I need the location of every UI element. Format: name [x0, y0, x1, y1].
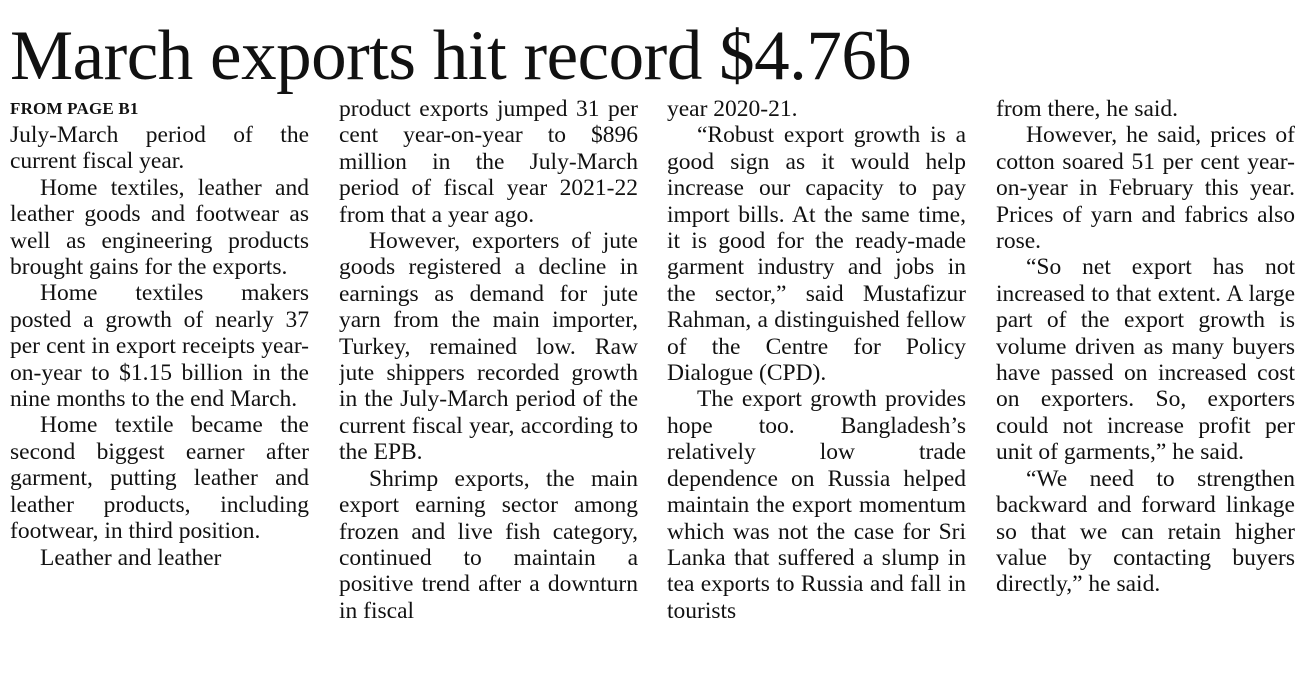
- headline: March exports hit record $4.76b: [10, 17, 912, 95]
- continuation-kicker: FROM PAGE B1: [10, 99, 139, 118]
- paragraph: year 2020-21.: [667, 96, 798, 122]
- paragraph: Leather and leather: [40, 544, 222, 571]
- paragraph: from there, he said.: [996, 96, 1179, 122]
- paragraph: However, exporters of jute goods registered a decline in earnings as demand for jute yarn from the main importer, Turkey, remained low. Raw jute shippers recorded growth in the July-March period of the current fiscal year, according to the EPB.: [339, 228, 638, 466]
- paragraph: Home textiles makers posted a growth of nearly 37 per cent in export receipts year-on-year to $1.15 billion in the nine months to the end March.: [10, 280, 309, 413]
- paragraph: Shrimp exports, the main export earning sector among frozen and live fish category, continued to maintain a positive trend after a downturn in fiscal: [339, 465, 638, 624]
- paragraph: product exports jumped 31 per cent year-on-year to $896 million in the July-March period of fiscal year 2021-22 from that a year ago.: [339, 96, 638, 228]
- article-column-3: [667, 96, 966, 686]
- paragraph: “Robust export growth is a good sign as it would help increase our capacity to pay import bills. At the same time, it is good for the ready-made garment industry and jobs in the sector,” said Mustafizur Rahman, a distinguished fellow of the Centre for Policy Dialogue (CPD).: [667, 122, 966, 387]
- article-column-4: [996, 96, 1295, 686]
- article-column-2: [339, 96, 638, 686]
- article-body: [10, 96, 1296, 686]
- paragraph: Home textile became the second biggest earner after garment, putting leather and leather products, including footwear, in third position.: [10, 412, 309, 545]
- paragraph: “So net export has not increased to that extent. A large part of the export growth is volume driven as many buyers have passed on increased cost on exporters. So, exporters could not increase profit per unit of garments,” he said.: [996, 254, 1295, 466]
- paragraph: “We need to strengthen backward and forward linkage so that we can retain higher value by contacting buyers directly,” he said.: [996, 465, 1295, 598]
- paragraph: Home textiles, leather and leather goods and footwear as well as engineering products brought gains for the exports.: [10, 174, 309, 281]
- paragraph: However, he said, prices of cotton soared 51 per cent year-on-year in February this year. Prices of yarn and fabrics also rose.: [996, 122, 1295, 255]
- paragraph: The export growth provides hope too. Bangladesh’s relatively low trade dependence on Russia helped maintain the export momentum which was not the case for Sri Lanka that suffered a slump in tea exports to Russia and fall in tourists: [667, 386, 966, 624]
- paragraph: July-March period of the current fiscal year.: [10, 122, 309, 175]
- article-column-1: [10, 96, 309, 686]
